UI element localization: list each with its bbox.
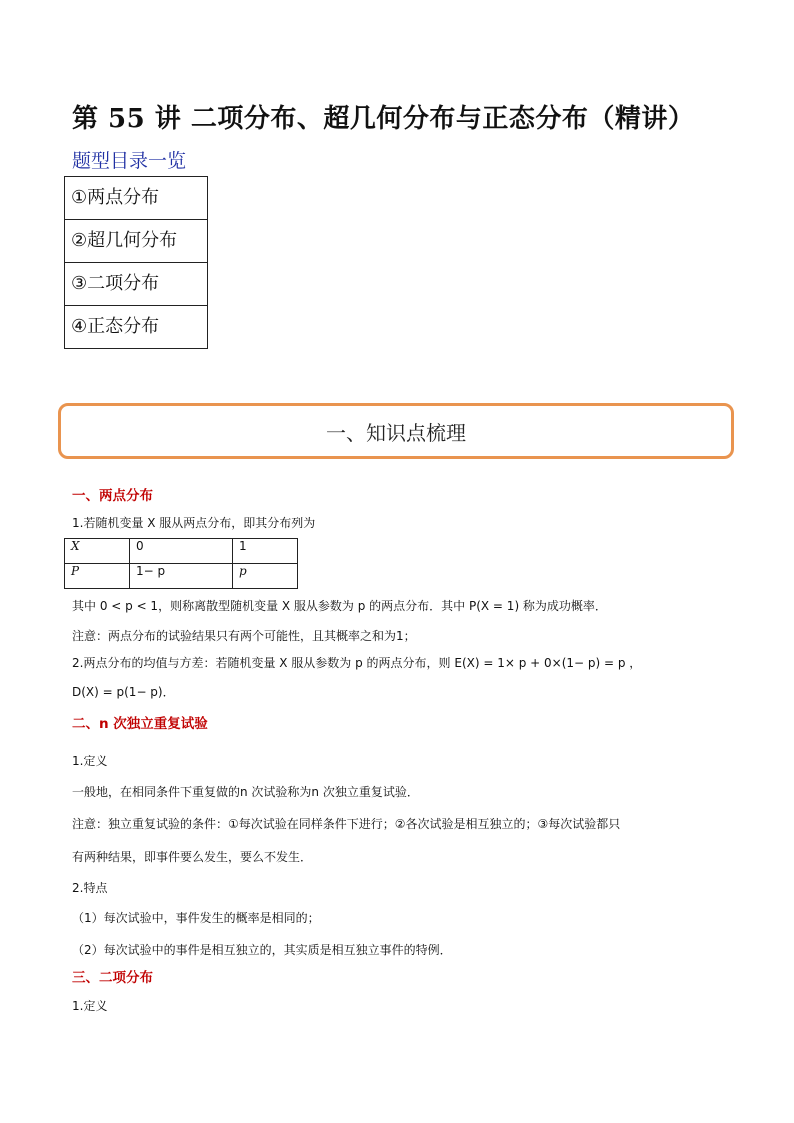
table-cell: 1− p bbox=[130, 564, 233, 589]
section-heading-two-point: 一、两点分布 bbox=[72, 488, 153, 504]
note: 注意：两点分布的试验结果只有两个可能性，且其概率之和为1； bbox=[72, 629, 416, 643]
paragraph: 1.若随机变量 X 服从两点分布，即其分布列为 bbox=[72, 516, 316, 530]
paragraph: 2.两点分布的均值与方差：若随机变量 X 服从参数为 p 的两点分布，则 E(X) = 1× p + 0×(1− p) = p ， bbox=[72, 656, 642, 670]
table-cell: p bbox=[233, 564, 298, 589]
toc-item: ③二项分布 bbox=[65, 263, 208, 306]
paragraph: 1.定义 bbox=[72, 999, 108, 1013]
table-cell: P bbox=[65, 564, 130, 589]
table-cell: 0 bbox=[130, 539, 233, 564]
paragraph: 一般地，在相同条件下重复做的n 次试验称为n 次独立重复试验． bbox=[72, 785, 419, 799]
note: 注意：独立重复试验的条件：①每次试验在同样条件下进行；②各次试验是相互独立的；③每次试验都只 bbox=[72, 817, 621, 831]
paragraph: 1.定义 bbox=[72, 754, 108, 768]
section-heading-bernoulli: 二、n 次独立重复试验 bbox=[72, 716, 208, 732]
page-title: 第 55 讲 二项分布、超几何分布与正态分布（精讲） bbox=[72, 104, 695, 134]
list-item: （1）每次试验中，事件发生的概率是相同的； bbox=[72, 911, 320, 925]
table-cell: X bbox=[65, 539, 130, 564]
note: 有两种结果，即事件要么发生，要么不发生． bbox=[72, 850, 313, 864]
section-banner: 一、知识点梳理 bbox=[58, 403, 734, 459]
list-item: （2）每次试验中的事件是相互独立的，其实质是相互独立事件的特例． bbox=[72, 943, 452, 957]
paragraph: 其中 0 < p < 1，则称离散型随机变量 X 服从参数为 p 的两点分布．其中 P(X = 1) 称为成功概率． bbox=[72, 599, 607, 613]
formula: D(X) = p(1− p)． bbox=[72, 685, 175, 699]
toc-item: ④正态分布 bbox=[65, 306, 208, 349]
table-cell: 1 bbox=[233, 539, 298, 564]
toc-item: ②超几何分布 bbox=[65, 220, 208, 263]
distribution-table bbox=[64, 538, 298, 589]
toc-table bbox=[64, 176, 208, 349]
toc-heading: 题型目录一览 bbox=[72, 150, 187, 172]
toc-item: ①两点分布 bbox=[65, 177, 208, 220]
section-heading-binomial: 三、二项分布 bbox=[72, 970, 153, 986]
paragraph: 2.特点 bbox=[72, 881, 108, 895]
